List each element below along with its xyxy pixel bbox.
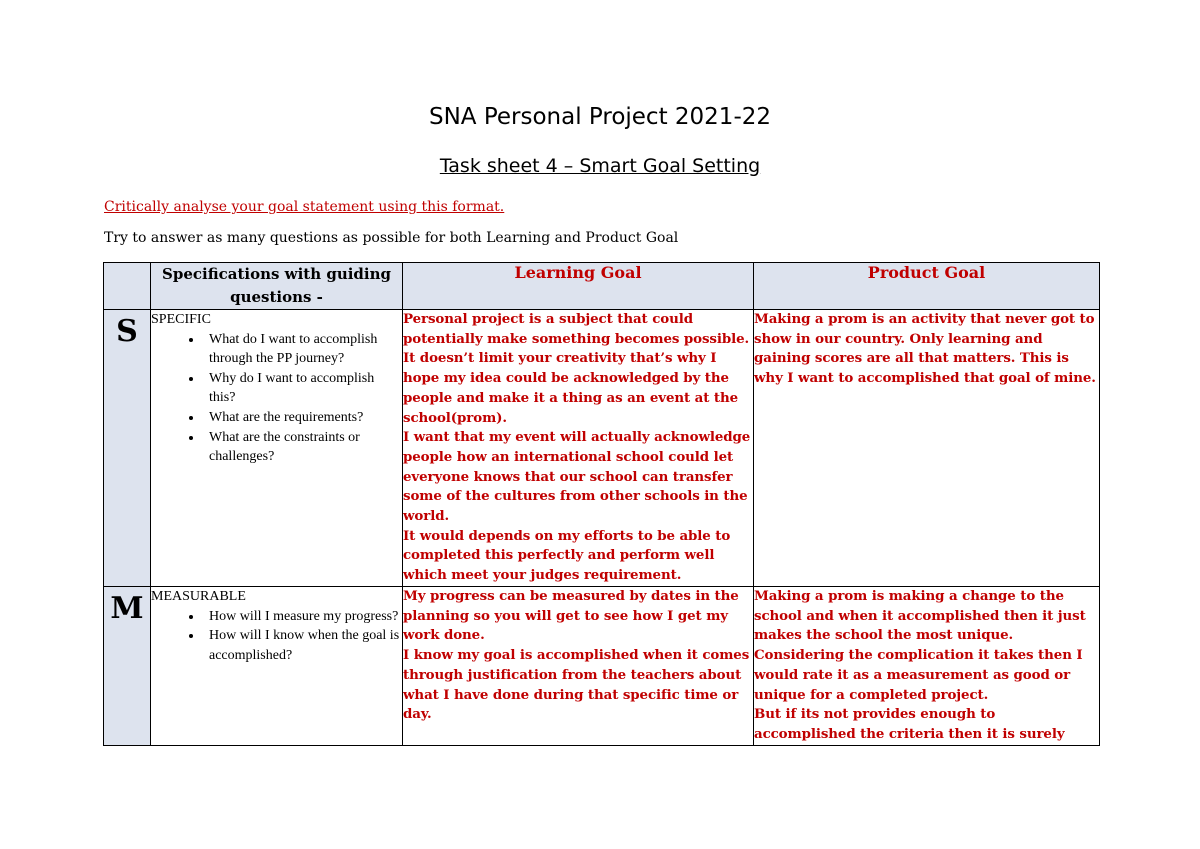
table-header-row xyxy=(104,263,1100,310)
header-learning-goal: Learning Goal xyxy=(403,263,754,310)
table-row-specific xyxy=(104,310,1100,587)
learning-goal-cell xyxy=(403,310,754,587)
guiding-questions xyxy=(151,607,402,666)
product-paragraph: Considering the complication it takes then I would rate it as a measurement as good or unique for a completed project. xyxy=(754,647,1083,703)
table-row-measurable xyxy=(104,587,1100,746)
row-letter: M xyxy=(110,591,144,626)
product-goal-cell xyxy=(754,587,1100,746)
product-paragraph: Making a prom is making a change to the school and when it accomplished then it just makes the school the most unique. xyxy=(754,588,1086,644)
question-item: • How will I know when the goal is accomplished? xyxy=(203,626,402,665)
learning-paragraph: I want that my event will actually acknowledge people how an international school could let everyone knows that our school can transfer some of the cultures from other schools in the world. xyxy=(403,429,751,525)
row-letter: S xyxy=(116,314,138,349)
header-specifications: Specifications with guiding questions - xyxy=(151,263,403,310)
spec-cell xyxy=(151,310,403,587)
smart-goal-table xyxy=(103,262,1100,746)
document-title: SNA Personal Project 2021-22 xyxy=(428,104,772,130)
learning-paragraph: It would depends on my efforts to be able to completed this perfectly and perform well which meet your judges requirement. xyxy=(403,527,731,584)
question-item: • What do I want to accomplish through the PP journey? xyxy=(203,330,402,369)
row-letter-cell xyxy=(104,587,151,746)
question-item: • Why do I want to accomplish this? xyxy=(203,369,402,408)
header-product-goal: Product Goal xyxy=(754,263,1100,310)
question-item: • How will I measure my progress? xyxy=(203,607,402,627)
question-item: • What are the constraints or challenges? xyxy=(203,428,402,467)
spec-keyword: MEASURABLE xyxy=(151,589,246,604)
product-paragraph: Making a prom is an activity that never got to show in our country. Only learning and gaining scores are all that matters. This is why I want to accomplished that goal of mine. xyxy=(754,311,1096,387)
document-subtitle: Task sheet 4 – Smart Goal Setting xyxy=(439,155,761,177)
product-paragraph: But if its not provides enough to accomplished the criteria then it is surely xyxy=(754,706,1065,742)
spec-cell xyxy=(151,587,403,746)
question-item: • What are the requirements? xyxy=(203,408,402,428)
row-letter-cell xyxy=(104,310,151,587)
learning-goal-cell xyxy=(403,587,754,746)
header-letter-cell xyxy=(104,263,151,310)
guiding-questions xyxy=(151,330,402,467)
spec-keyword: SPECIFIC xyxy=(151,312,211,327)
product-goal-cell xyxy=(754,310,1100,587)
learning-paragraph: Personal project is a subject that could potentially make something becomes possible. It doesn’t limit your creativity that’s why I hope my idea could be acknowledged by the people and make it a thing as an event at the school(prom). xyxy=(403,311,750,426)
instruction: Try to answer as many questions as possible for both Learning and Product Goal xyxy=(104,230,679,246)
instruction-red: Critically analyse your goal statement using this format. xyxy=(104,199,505,215)
learning-paragraph: I know my goal is accomplished when it comes through justification from the teachers about what I have done during that specific time or day. xyxy=(403,647,750,723)
learning-paragraph: My progress can be measured by dates in the planning so you will get to see how I get my work done. xyxy=(403,588,739,644)
